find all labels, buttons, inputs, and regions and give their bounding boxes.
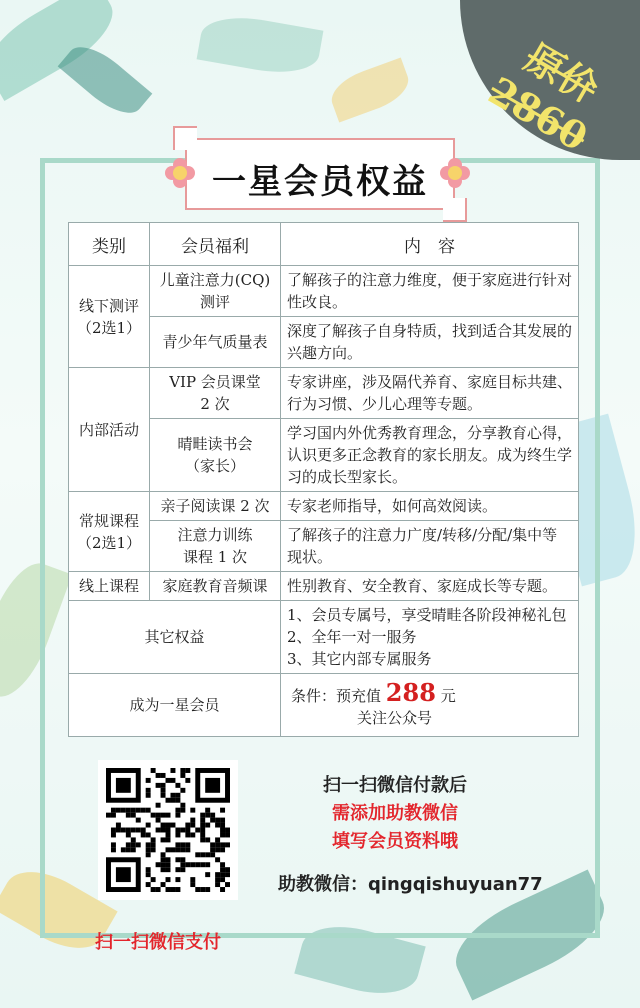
content-cell: 性别教育、安全教育、家庭成长等专题。 xyxy=(281,572,579,601)
benefit-cell: 注意力训练 课程 1 次 xyxy=(150,521,281,572)
table-row xyxy=(69,368,579,419)
benefit-cell: 家庭教育音频课 xyxy=(150,572,281,601)
leaf-decoration xyxy=(197,10,324,80)
assistant-wechat: 助教微信：qingqishuyuan77 xyxy=(278,874,543,895)
category-cell: 常规课程 （2选1） xyxy=(69,492,150,572)
wechat-qr-code[interactable] xyxy=(98,760,238,900)
content-cell: 专家讲座，涉及隔代养育、家庭目标共建、行为习惯、少儿心理等专题。 xyxy=(281,368,579,419)
header-content: 内 容 xyxy=(281,223,579,266)
original-price: 原价2860 xyxy=(481,34,606,160)
category-cell: 线下测评 （2选1） xyxy=(69,266,150,368)
table-row xyxy=(69,266,579,317)
flower-icon xyxy=(440,158,470,188)
price-value: 288 xyxy=(385,677,436,707)
header-category: 类别 xyxy=(69,223,150,266)
scan-line-3: 填写会员资料哦 xyxy=(332,831,458,852)
price-unit: 元 xyxy=(440,686,456,705)
content-cell: 了解孩子的注意力维度，便于家庭进行针对性改良。 xyxy=(281,266,579,317)
content-cell: 学习国内外优秀教育理念，分享教育心得，认识更多正念教育的家长朋友。成为终生学习的成长型家长。 xyxy=(281,419,579,492)
header-benefit: 会员福利 xyxy=(150,223,281,266)
category-cell: 线上课程 xyxy=(69,572,150,601)
content-cell: 专家老师指导，如何高效阅读。 xyxy=(281,492,579,521)
join-condition xyxy=(287,677,572,707)
other-benefit-item: 1、会员专属号，享受晴畦各阶段神秘礼包 xyxy=(287,606,567,624)
content-cell: 深度了解孩子自身特质，找到适合其发展的兴趣方向。 xyxy=(281,317,579,368)
leaf-decoration xyxy=(58,36,153,124)
condition-prefix: 条件：预充值 xyxy=(291,686,382,705)
benefit-cell: VIP 会员课堂 2 次 xyxy=(150,368,281,419)
join-label: 成为一星会员 xyxy=(69,674,281,737)
title-box xyxy=(185,138,455,210)
scan-instructions xyxy=(270,772,520,856)
table-row-other xyxy=(69,601,579,674)
join-content xyxy=(281,674,579,737)
qr-code-icon xyxy=(106,768,230,892)
leaf-decoration xyxy=(326,58,415,123)
other-benefit-item: 3、其它内部专属服务 xyxy=(287,650,432,668)
content-cell: 了解孩子的注意力广度/转移/分配/集中等现状。 xyxy=(281,521,579,572)
join-note: 关注公众号 xyxy=(357,708,433,727)
other-benefit-item: 2、全年一对一服务 xyxy=(287,628,417,646)
table-row xyxy=(69,492,579,521)
benefit-cell: 儿童注意力(CQ) 测评 xyxy=(150,266,281,317)
flower-icon xyxy=(165,158,195,188)
benefit-cell: 青少年气质量表 xyxy=(150,317,281,368)
benefit-cell: 亲子阅读课 2 次 xyxy=(150,492,281,521)
benefits-table xyxy=(68,222,579,737)
scan-line-2: 需添加助教微信 xyxy=(332,803,458,824)
table-header-row xyxy=(69,223,579,266)
other-benefits-label: 其它权益 xyxy=(69,601,281,674)
table-row-join xyxy=(69,674,579,737)
page-title: 一星会员权益 xyxy=(212,162,428,202)
scan-line-1: 扫一扫微信付款后 xyxy=(323,775,467,796)
price-badge xyxy=(460,0,640,160)
other-benefits-content xyxy=(281,601,579,674)
table-row xyxy=(69,572,579,601)
pay-label: 扫一扫微信支付 xyxy=(95,932,221,953)
benefit-cell: 晴畦读书会 （家长） xyxy=(150,419,281,492)
category-cell: 内部活动 xyxy=(69,368,150,492)
